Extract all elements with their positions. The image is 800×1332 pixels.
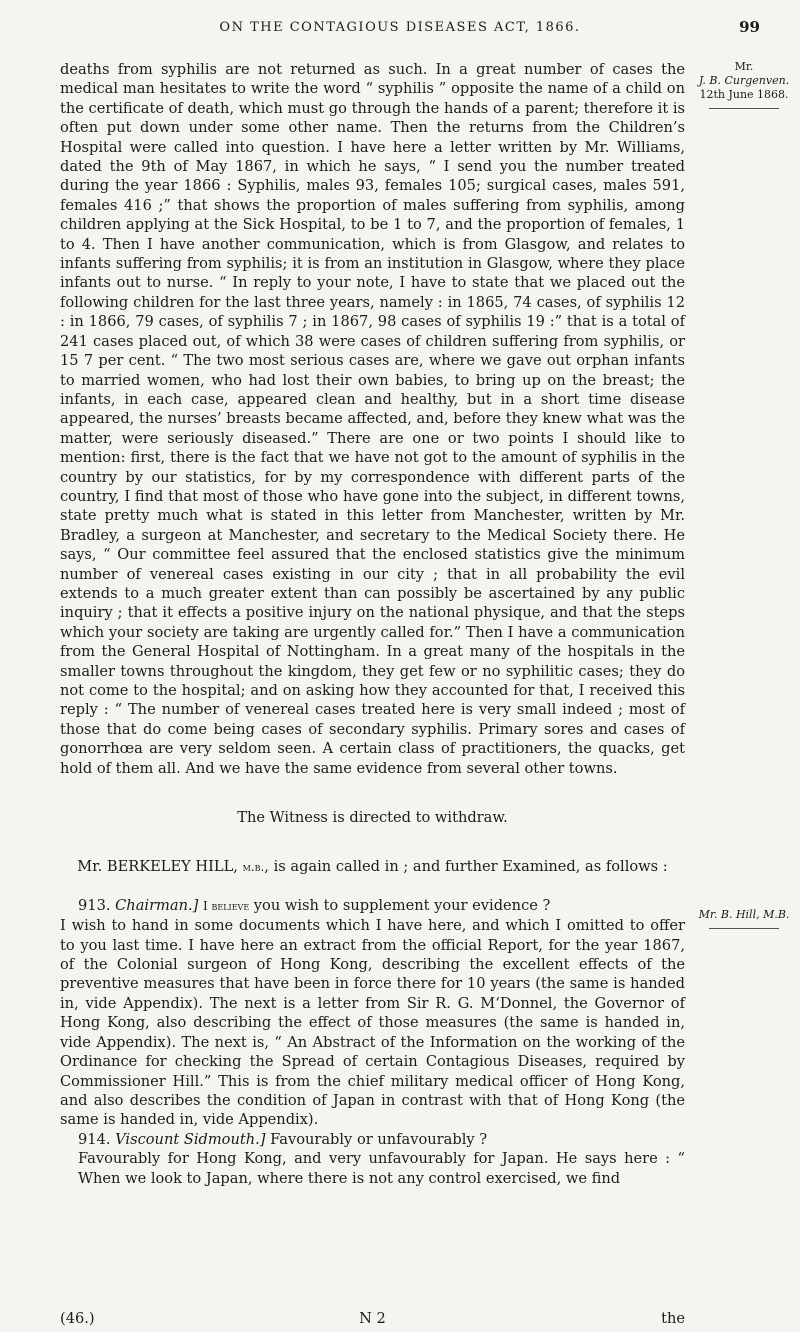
footer-catchword: the [661,1310,685,1327]
margin-rule [709,108,779,109]
margin-note-witness-2 [690,908,798,929]
question-913 [60,896,685,916]
margin-note-witness-name: J. B. Curgenven. [698,74,790,87]
answer-913: I wish to hand in some documents which I have here, and which I omitted to offer to you last time. I have here an extract from the official Report, for the year 1867, of the Colonial surgeon of Hong Kong, describing the excellent effects of the preventive measures that have been in force there for 10 years (the same is handed in, vide Appendix). The next is a letter from Sir R. G. M‘Donnel, the Governor of Hong Kong, also describing the effect of those measures (the same is handed in, vide Appendix). The next is, “ An Abstract of the Information on the working of the Ordinance for checking the Spread of certain Contagious Diseases, required by Commissioner Hill.” This is from the chief military medical officer of Hong Kong, and also describes the condition of Japan in contrast with that of Hong Kong (the same is handed in, vide Appendix). [60,917,685,1129]
margin-note-witness [690,60,798,109]
witness-intro-post: , is again called in ; and further Examined, as follows : [264,858,668,876]
question-913-lead: I believe [202,898,250,913]
page-body [60,60,685,1188]
footer-sheet-number: (46.) [60,1310,95,1327]
question-913-speaker: Chairman.] [115,896,199,914]
question-914-number: 914. [78,1130,111,1148]
header-title: ON THE CONTAGIOUS DISEASES ACT, 1866. [219,20,581,35]
witness-degree: m.b. [242,860,265,875]
margin-note-date: 12th June 1868. [699,88,789,101]
question-914-speaker: Viscount Sidmouth.] [115,1130,266,1148]
answer-914: Favourably for Hong Kong, and very unfavourably for Japan. He says here : “ When we look to Japan, where there is not any control exercised, we find [78,1150,685,1187]
question-913-text: you wish to supplement your evidence ? [249,896,551,914]
margin-rule-2 [709,928,779,929]
page-footer [60,1310,685,1330]
running-header [40,20,760,42]
witness-intro-pre: Mr. BERKELEY HILL, [77,858,243,876]
question-913-number: 913. [78,896,111,914]
withdraw-line: The Witness is directed to withdraw. [237,809,508,827]
question-914 [60,1130,685,1149]
margin-note-witness-2-name: Mr. B. Hill, M.B. [698,908,790,921]
page-number: 99 [739,18,760,36]
question-914-text: Favourably or unfavourably ? [265,1130,488,1148]
witness-intro [60,857,685,877]
paragraph-evidence: deaths from syphilis are not returned as such. In a great number of cases the medical man hesitates to write the word “ syphilis ” opposite the name of a child on the certificate of death, which must go through the hands of a parent; therefore it is often put down under some other name. Then the returns from the Children’s Hospital were called into question. I have here a letter written by Mr. Williams, dated the 9th of May 1867, in which he says, “ I send you the number treated during the year 1866 : Syphilis, males 93, females 105; surgical cases, males 591, females 416 ;” that shows the proportion of males suffering from syphilis, among children applying at the Sick Hospital, to be 1 to 7, and the proportion of females, 1 to 4. Then I have another communication, which is from Glasgow, and relates to infants suffering from syphilis; it is from an institution in Glasgow, where they place infants out to nurse. “ In reply to your note, I have to state that we placed out the following children for the last three years, namely : in 1865, 74 cases, of syphilis 12 : in 1866, 79 cases, of syphilis 7 ; in 1867, 98 cases of syphilis 19 :” that is a total of 241 cases placed out, of which 38 were cases of children suffering from syphilis, or 15 7 per cent. “ The two most serious cases are, where we gave out orphan infants to married women, who had lost their own babies, to bring up on the breast; the infants, in each case, appeared clean and healthy, but in a short time disease appeared, the nurses’ breasts became affected, and, before they knew what was the matter, were seriously diseased.” There are one or two points I should like to mention: first, there is the fact that we have not got to the amount of syphilis in the country by our statistics, for by my correspondence with different parts of the country, I find that most of those who have gone into the subject, in different towns, state pretty much what is stated in this letter from Manchester, written by Mr. Bradley, a surgeon at Manchester, and secretary to the Medical Society there. He says, “ Our committee feel assured that the enclosed statistics give the minimum number of venereal cases existing in our city ; that in all probability the evil extends to a much greater extent than can possibly be ascertained by any public inquiry ; that it effects a positive injury on the national physique, and that the steps which your society are taking are urgently called for.” Then I have a communication from the General Hospital of Nottingham. In a great many of the hospitals in the smaller towns throughout the kingdom, they get few or no syphilitic cases; they do not come to the hospital; and on asking how they accounted for that, I received this reply : “ The number of venereal cases treated here is very small indeed ; most of those that do come being cases of secondary syphilis. Primary sores and cases of gonorrhœa are very seldom seen. A certain class of practitioners, the quacks, get hold of them all. And we have the same evidence from several other towns. [60,61,685,777]
margin-note-title: Mr. [734,60,754,73]
footer-signature: N 2 [359,1310,386,1327]
